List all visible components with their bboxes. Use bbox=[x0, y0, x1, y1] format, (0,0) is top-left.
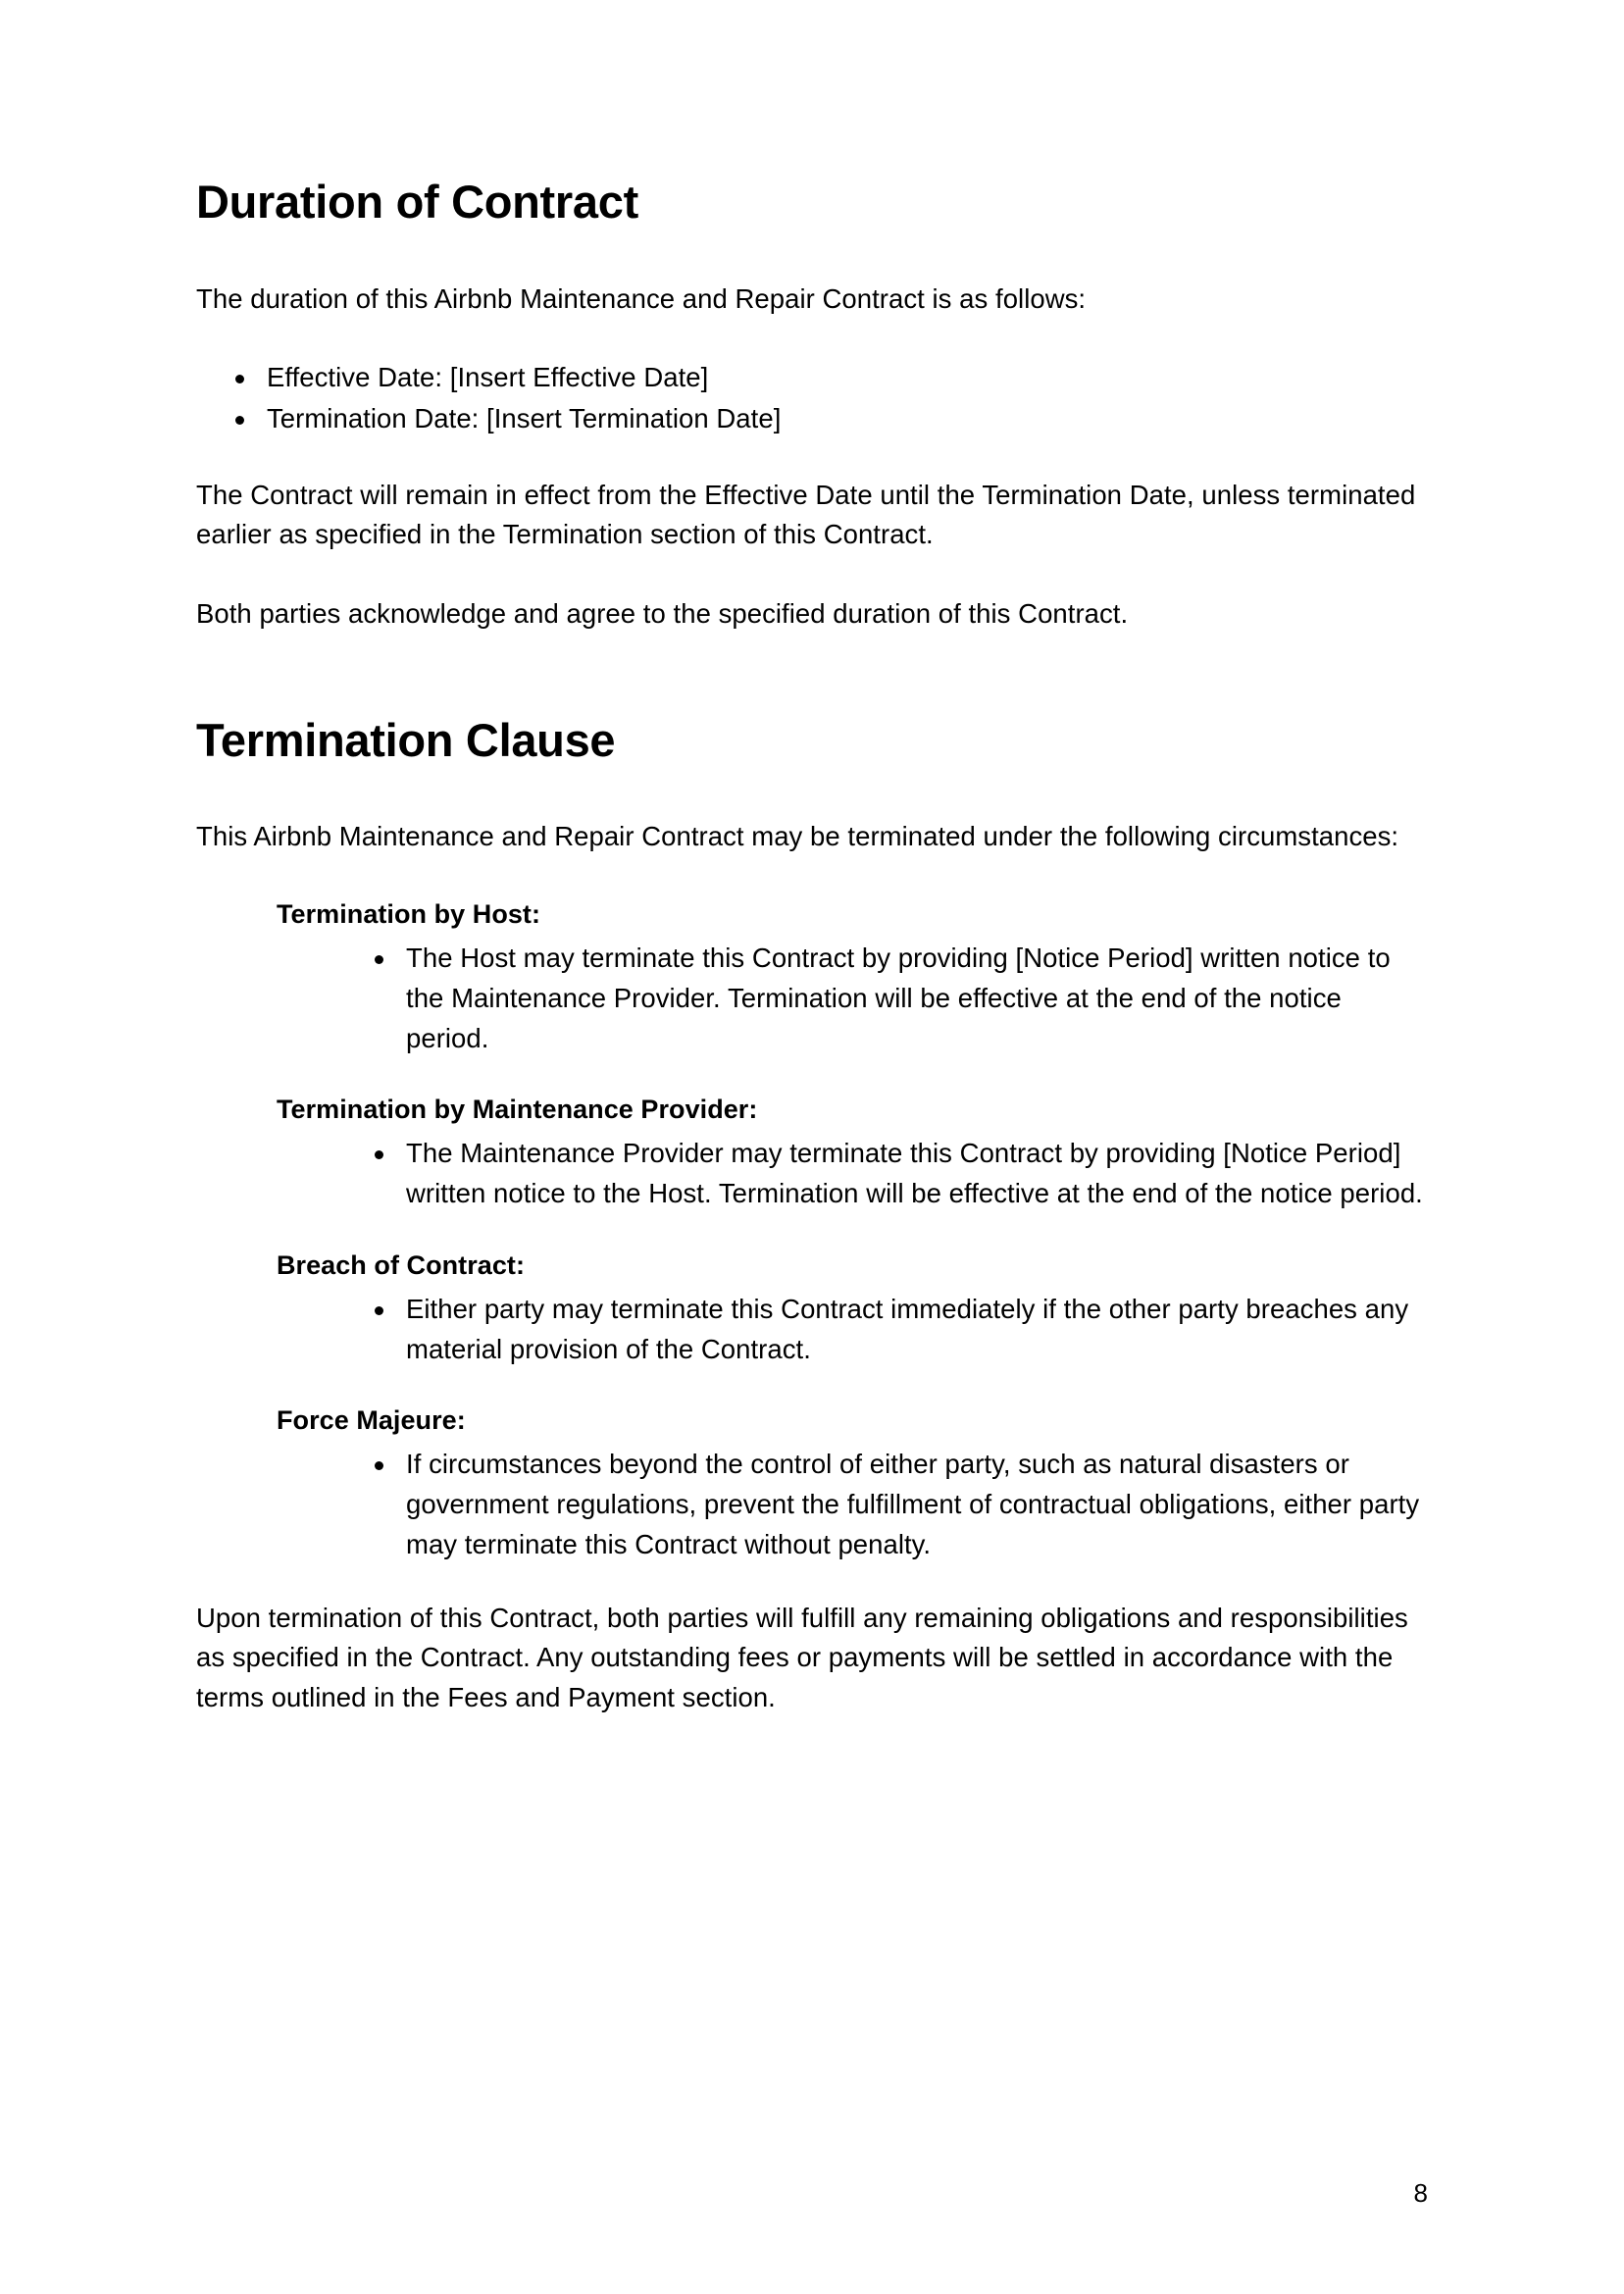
subsection-bullet-list bbox=[196, 1289, 1428, 1370]
list-item: The Maintenance Provider may terminate this Contract by providing [Notice Period] written notice to the Host. Termination will be effective at the end of the notice period. bbox=[196, 1133, 1428, 1214]
subsection-breach-of-contract bbox=[196, 1248, 1428, 1369]
duration-effect-paragraph: The Contract will remain in effect from the Effective Date until the Termination Date, unless terminated earlier as specified in the Termination section of this Contract. bbox=[196, 479, 1416, 550]
subsection-title: Breach of Contract: bbox=[277, 1249, 525, 1280]
duration-bullet-list bbox=[196, 358, 1428, 437]
subsection-bullet-list bbox=[196, 1133, 1428, 1214]
page-number: 8 bbox=[1413, 2178, 1428, 2208]
subsection-termination-by-host bbox=[196, 896, 1428, 1059]
heading-termination-clause: Termination Clause bbox=[196, 713, 616, 766]
subsection-title: Force Majeure: bbox=[277, 1405, 466, 1436]
subsection-title: Termination by Host: bbox=[277, 898, 541, 929]
list-item: Termination Date: [Insert Termination Date] bbox=[196, 399, 1428, 438]
subsection-termination-by-maintenance-provider bbox=[196, 1092, 1428, 1213]
termination-closing-paragraph: Upon termination of this Contract, both parties will fulfill any remaining obligations and responsibilities as specified in the Contract. Any outstanding fees or payments will be settled in accordance with the terms outlined in the Fees and Payment section. bbox=[196, 1602, 1408, 1712]
list-item: The Host may terminate this Contract by providing [Notice Period] written notice to the Maintenance Provider. Termination will be effective at the end of the notice period. bbox=[196, 938, 1428, 1059]
subsection-force-majeure bbox=[196, 1402, 1428, 1565]
document-content bbox=[196, 177, 1428, 1718]
list-item: If circumstances beyond the control of either party, such as natural disasters or government regulations, prevent the fulfillment of contractual obligations, either party may terminate this Contract without penalty. bbox=[196, 1444, 1428, 1565]
subsection-bullet-list bbox=[196, 1444, 1428, 1565]
list-item: Effective Date: [Insert Effective Date] bbox=[196, 358, 1428, 397]
subsection-title: Termination by Maintenance Provider: bbox=[277, 1095, 758, 1125]
duration-acknowledgement-paragraph: Both parties acknowledge and agree to the specified duration of this Contract. bbox=[196, 597, 1129, 629]
duration-intro-paragraph: The duration of this Airbnb Maintenance and Repair Contract is as follows: bbox=[196, 282, 1087, 314]
subsection-bullet-list bbox=[196, 938, 1428, 1059]
heading-duration-of-contract: Duration of Contract bbox=[196, 176, 638, 228]
list-item: Either party may terminate this Contract immediately if the other party breaches any material provision of the Contract. bbox=[196, 1289, 1428, 1370]
termination-intro-paragraph: This Airbnb Maintenance and Repair Contract may be terminated under the following circumstances: bbox=[196, 821, 1399, 852]
